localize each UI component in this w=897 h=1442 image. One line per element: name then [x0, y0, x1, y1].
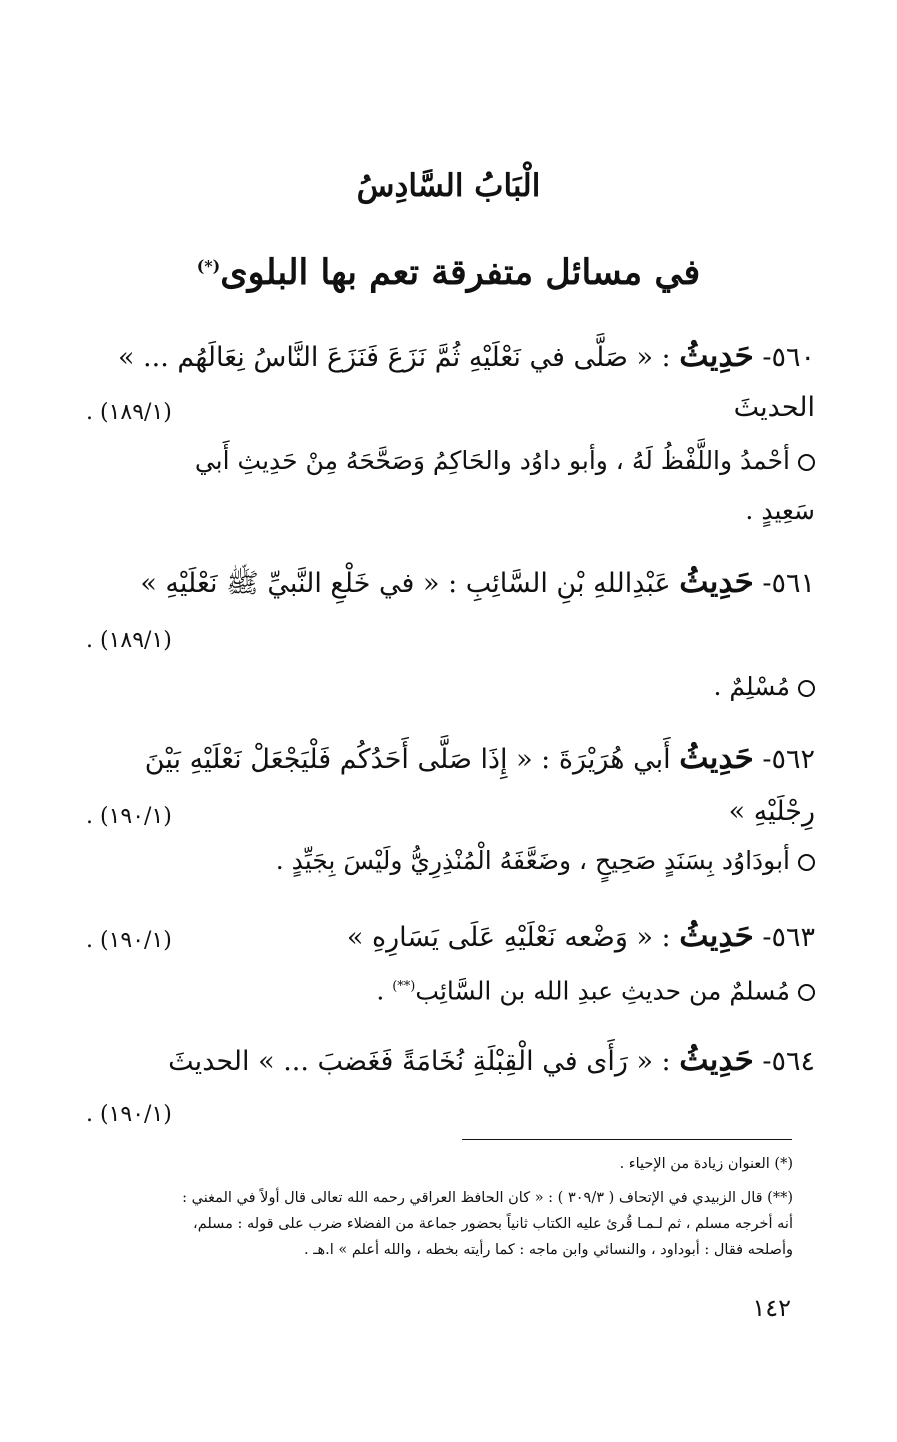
hadith-reference: (١٩٠/١) . [86, 804, 172, 829]
circle-bullet-icon [798, 454, 815, 471]
hadith-source-note [82, 968, 815, 1010]
circle-bullet-icon [798, 680, 815, 697]
hadith-text: : « وَضْعه نَعْلَيْهِ عَلَى يَسَارِهِ » [346, 922, 671, 953]
hadith-text: أَبي هُرَيْرَةَ : « إِذَا صَلَّى أَحَدُكُم فَلْيَجْعَلْ نَعْلَيْهِ بَيْنَ [144, 744, 671, 775]
section-title [0, 252, 897, 293]
footnote-separator [462, 1139, 792, 1140]
hadith-text: : « صَلَّى في نَعْلَيْهِ ثُمَّ نَزَعَ فَنَزَعَ النَّاسُ نِعَالَهُم ... » [117, 342, 671, 373]
hadith-keyword: حَدِيثُ [679, 918, 754, 954]
chapter-title: الْبَابُ السَّادِسُ [356, 168, 541, 204]
note-text: مُسْلِمٌ . [713, 672, 790, 701]
hadith-text: الحديثَ [733, 392, 815, 423]
hadith-entry-560-line-2 [82, 388, 815, 428]
hadith-entry-563-line-1 [82, 916, 815, 958]
hadith-number: ٥٦٢- [762, 744, 815, 775]
note-text-end: . [376, 976, 393, 1006]
hadith-keyword: حَدِيثُ [679, 564, 754, 600]
hadith-reference: (١٨٩/١) . [86, 628, 172, 653]
hadith-text: : « رَأَى في الْقِبْلَةِ نُخَامَةً فَغَضبَ ... » الحديثَ [168, 1046, 671, 1077]
hadith-reference: (١٩٠/١) . [86, 928, 172, 953]
hadith-source-note [82, 668, 815, 706]
hadith-number: ٥٦٠- [762, 342, 815, 373]
footnote-mark: (**) [392, 979, 416, 994]
hadith-keyword: حَدِيثُ [679, 1042, 754, 1078]
hadith-source-note-cont [82, 492, 815, 530]
hadith-entry-560-line-1 [82, 336, 815, 378]
hadith-entry-562-line-2 [82, 792, 815, 832]
hadith-number: ٥٦٣- [762, 922, 815, 953]
circle-bullet-icon [798, 984, 815, 1001]
hadith-text: رِجْلَيْهِ » [728, 796, 815, 827]
hadith-source-note [82, 842, 815, 880]
hadith-number: ٥٦١- [762, 568, 815, 599]
note-text: مُسلمٌ من حديثِ عبدِ الله بن السَّائِب [415, 976, 790, 1006]
hadith-keyword: حَدِيثُ [679, 338, 754, 374]
hadith-entry-561-line-1 [82, 562, 815, 604]
page-number: ١٤٢ [752, 1294, 791, 1322]
section-title-text: في مسائل متفرقة تعم بها البلوى [220, 252, 701, 293]
section-title-footnote-mark: (*) [196, 256, 221, 276]
hadith-keyword: حَدِيثُ [679, 740, 754, 776]
hadith-reference: (١٩٠/١) . [86, 1102, 172, 1127]
hadith-entry-564-line-1 [82, 1040, 815, 1082]
footnote-2-line-3: وأصلحه فقال : أبوداود ، والنسائي وابن ماجه : كما رأيته بخطه ، والله أعلم » ا.هـ . [304, 1242, 793, 1258]
hadith-number: ٥٦٤- [762, 1046, 815, 1077]
footnote-1: (*) العنوان زيادة من الإحياء . [619, 1156, 793, 1172]
hadith-source-note [82, 442, 815, 480]
footnote-2-line-2: أنه أخرجه مسلم ، ثم لـمـا قُرئ عليه الكتاب ثانياً بحضور جماعة من الفضلاء ضرب على قوله : مسلم، [193, 1216, 793, 1232]
hadith-entry-562-line-1 [82, 738, 815, 780]
note-text: أبودَاوُد بِسَنَدٍ صَحِيحٍ ، وضَعَّفَهُ الْمُنْذِرِيُّ ولَيْسَ بِجَيِّدٍ . [275, 846, 790, 875]
note-text: سَعِيدٍ . [745, 496, 815, 525]
note-text: أحْمدُ واللَّفْظُ لَهُ ، وأبو داوُد والحَاكِمُ وَصَحَّحَهُ مِنْ حَدِيثِ أَبي [194, 446, 790, 475]
hadith-reference: (١٨٩/١) . [86, 400, 172, 425]
hadith-text: عَبْدِاللهِ بْنِ السَّائِبِ : « في خَلْعِ النَّبيِّ ﷺ نَعْلَيْهِ » [140, 568, 671, 599]
circle-bullet-icon [798, 854, 815, 871]
footnote-2-line-1: (**) قال الزبيدي في الإتحاف ( ٣٠٩/٣ ) : « كان الحافظ العراقي رحمه الله تعالى قال أولاً في المغني : [182, 1190, 793, 1206]
